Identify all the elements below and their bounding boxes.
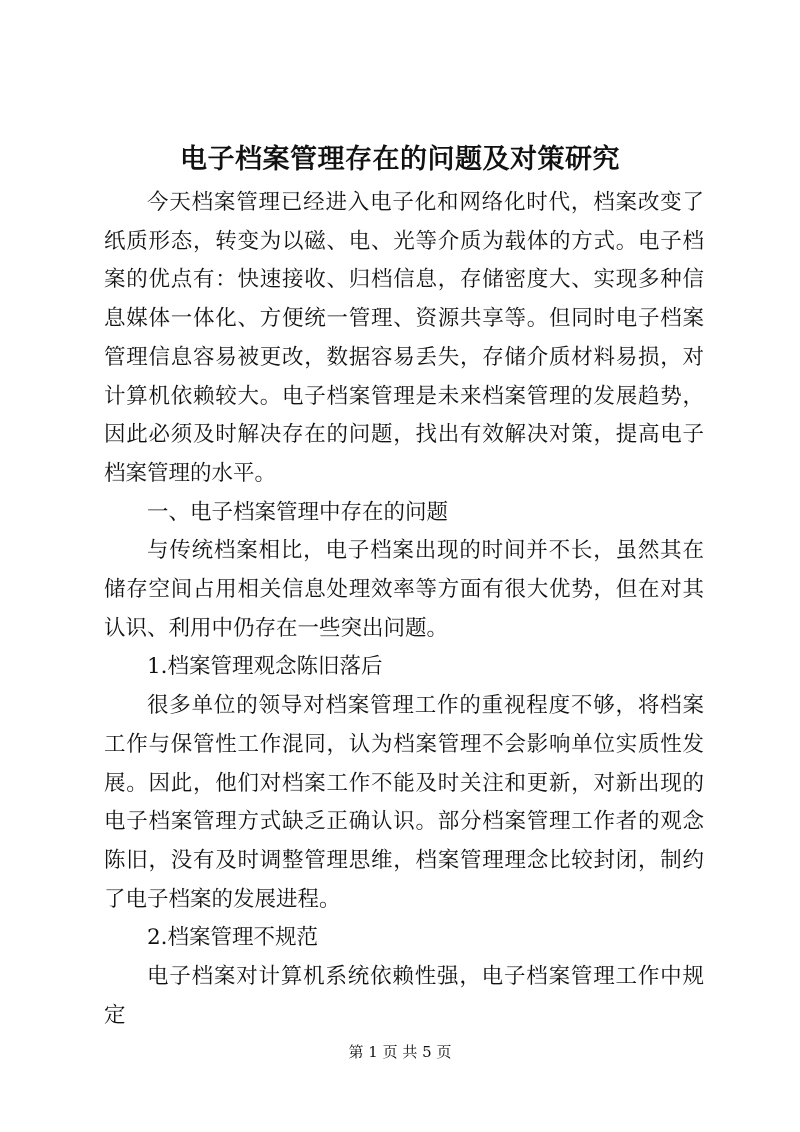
nonstandard-management-paragraph: 电子档案对计算机系统依赖性强，电子档案管理工作中规定: [104, 964, 704, 1028]
section-intro-paragraph: 与传统档案相比，电子档案出现的时间并不长，虽然其在储存空间占用相关信息处理效率等方面有很大优势，但在对其认识、利用中仍存在一些突出问题。: [104, 538, 704, 641]
subheading-nonstandard-management: 2.档案管理不规范: [147, 925, 319, 951]
page-footer: 第 1 页 共 5 页: [348, 1043, 452, 1061]
intro-paragraph: 今天档案管理已经进入电子化和网络化时代，档案改变了纸质形态，转变为以磁、电、光等介质为载体的方式。电子档案的优点有：快速接收、归档信息，存储密度大、实现多种信息媒体一体化、方便统一管理、资源共享等。但同时电子档案管理信息容易被更改，数据容易丢失，存储介质材料易损，对计算机依赖较大。电子档案管理是未来档案管理的发展趋势，因此必须及时解决存在的问题，找出有效解决对策，提高电子档案管理的水平。: [104, 190, 704, 486]
document-title: 电子档案管理存在的问题及对策研究: [180, 144, 620, 175]
section-heading-problems: 一、电子档案管理中存在的问题: [147, 499, 449, 525]
document-body: [104, 184, 704, 1035]
outdated-concepts-paragraph: 很多单位的领导对档案管理工作的重视程度不够，将档案工作与保管性工作混同，认为档案管理不会影响单位实质性发展。因此，他们对档案工作不能及时关注和更新，对新出现的电子档案管理方式缺乏正确认识。部分档案管理工作者的观念陈旧，没有及时调整管理思维，档案管理理念比较封闭，制约了电子档案的发展进程。: [104, 693, 704, 912]
subheading-outdated-concepts: 1.档案管理观念陈旧落后: [147, 654, 383, 680]
